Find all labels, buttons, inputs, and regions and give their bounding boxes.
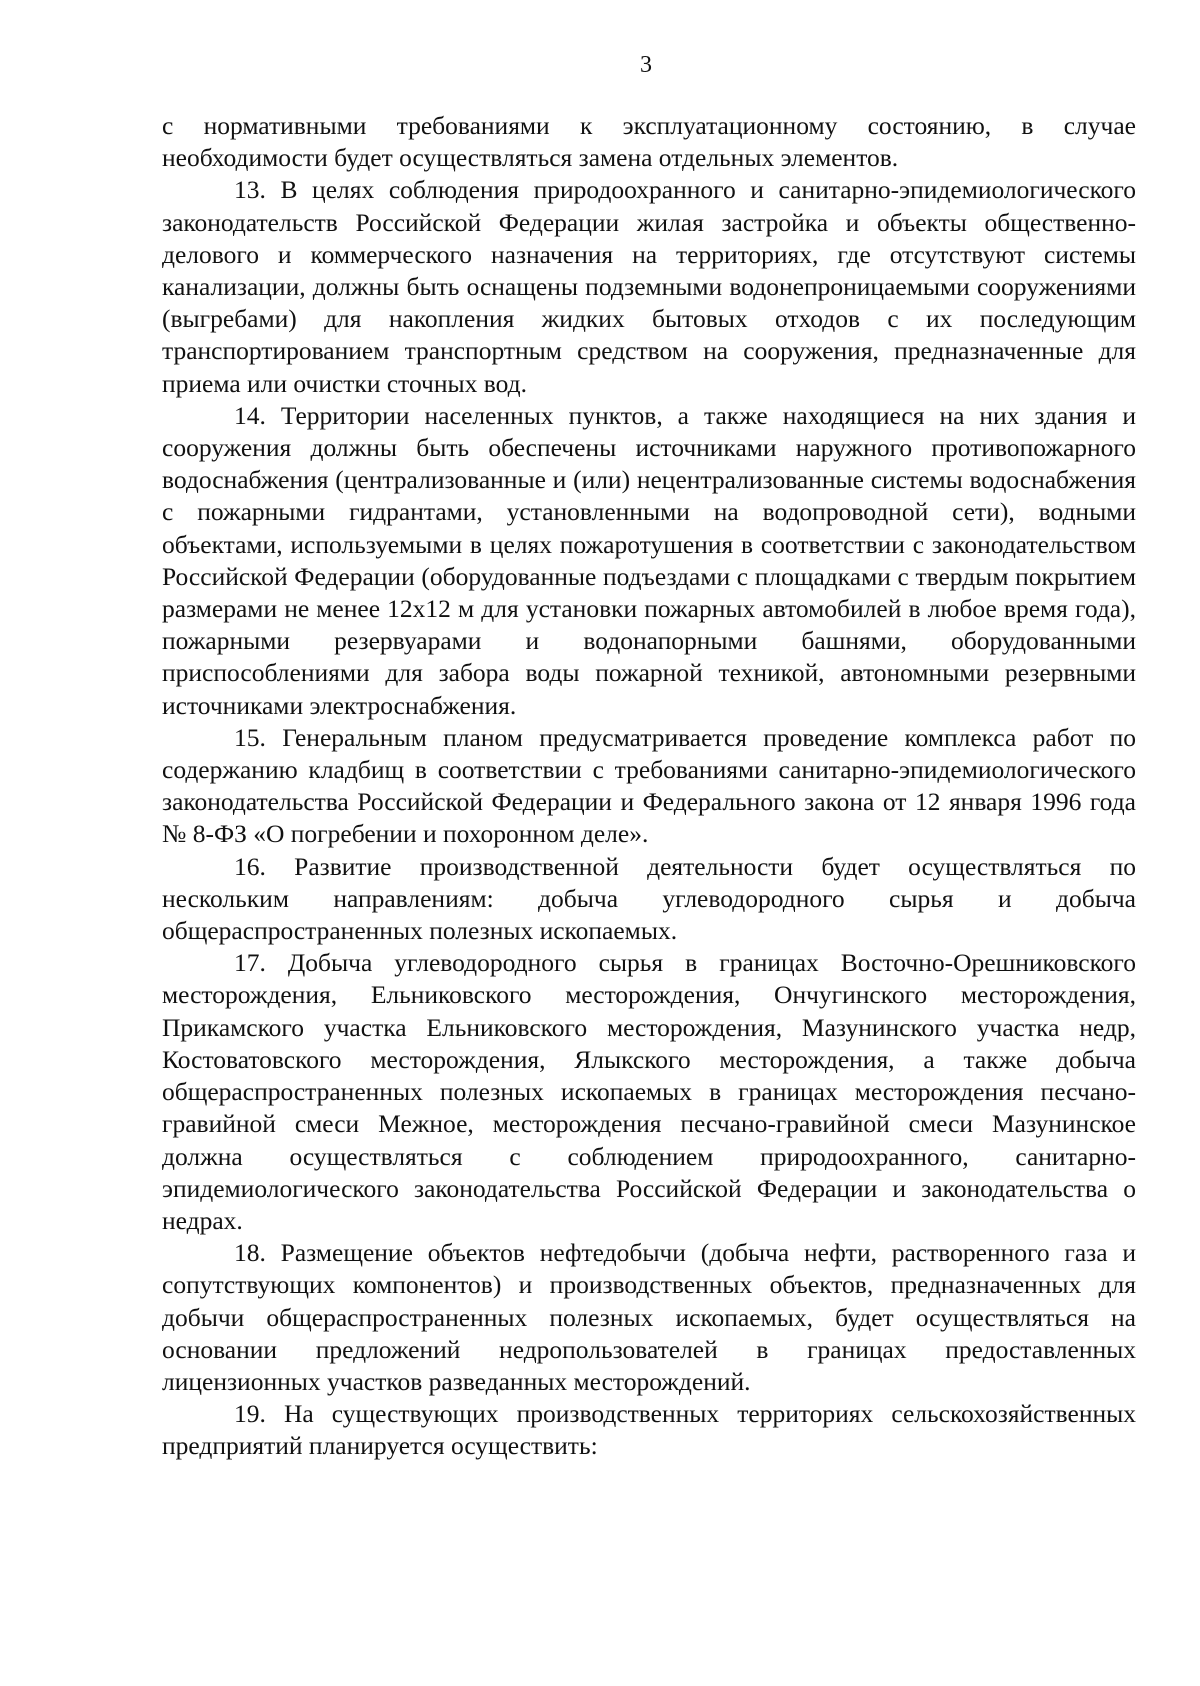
- paragraph-continuation: с нормативными требованиями к эксплуатационному состоянию, в случае необходимости будет осуществляться замена отдельных элементов.: [162, 111, 1136, 173]
- paragraph-13: 13. В целях соблюдения природоохранного и санитарно-эпидемиологического законодательств Российской Федерации жилая застройка и объекты общественно-делового и коммерческого назначения на территориях, где отсутствуют системы канализации, должны быть оснащены подземными водонепроницаемыми сооружениями (выгребами) для накопления жидких бытовых отходов с их последующим транспортированием транспортным средством на сооружения, предназначенные для приема или очистки сточных вод.: [162, 175, 1136, 398]
- paragraph-19: 19. На существующих производственных территориях сельскохозяйственных предприятий планируется осуществить:: [162, 1399, 1136, 1461]
- paragraph-17: 17. Добыча углеводородного сырья в границах Восточно-Орешниковского месторождения, Ельниковского месторождения, Ончугинского месторождения, Прикамского участка Ельниковского месторождения, Мазунинского участка недр, Костоватовского месторождения, Ялыкского месторождения, а также добыча общераспространенных полезных ископаемых в границах месторождения песчано-гравийной смеси Межное, месторождения песчано-гравийной смеси Мазунинское должна осуществляться с соблюдением природоохранного, санитарно-эпидемиологического законодательства Российской Федерации и законодательства о недрах.: [162, 948, 1136, 1235]
- paragraph-18: 18. Размещение объектов нефтедобычи (добыча нефти, растворенного газа и сопутствующих компонентов) и производственных объектов, предназначенных для добычи общераспространенных полезных ископаемых, будет осуществляться на основании предложений недропользователей в границах предоставленных лицензионных участков разведанных месторождений.: [162, 1238, 1136, 1396]
- paragraph-14: 14. Территории населенных пунктов, а также находящиеся на них здания и сооружения должны быть обеспечены источниками наружного противопожарного водоснабжения (централизованные и (или) нецентрализованные системы водоснабжения с пожарными гидрантами, установленными на водопроводной сети), водными объектами, используемыми в целях пожаротушения в соответствии с законодательством Российской Федерации (оборудованные подъездами с площадками с твердым покрытием размерами не менее 12х12 м для установки пожарных автомобилей в любое время года), пожарными резервуарами и водонапорными башнями, оборудованными приспособлениями для забора воды пожарной техникой, автономными резервными источниками электроснабжения.: [162, 400, 1136, 720]
- page-number: 3: [640, 52, 652, 78]
- document-body: [162, 110, 1136, 1463]
- paragraph-16: 16. Развитие производственной деятельности будет осуществляться по нескольким направлениям: добыча углеводородного сырья и добыча общераспространенных полезных ископаемых.: [162, 851, 1136, 946]
- paragraph-15: 15. Генеральным планом предусматривается проведение комплекса работ по содержанию кладбищ в соответствии с требованиями санитарно-эпидемиологического законодательства Российской Федерации и Федерального закона от 12 января 1996 года № 8-ФЗ «О погребении и похоронном деле».: [162, 722, 1136, 849]
